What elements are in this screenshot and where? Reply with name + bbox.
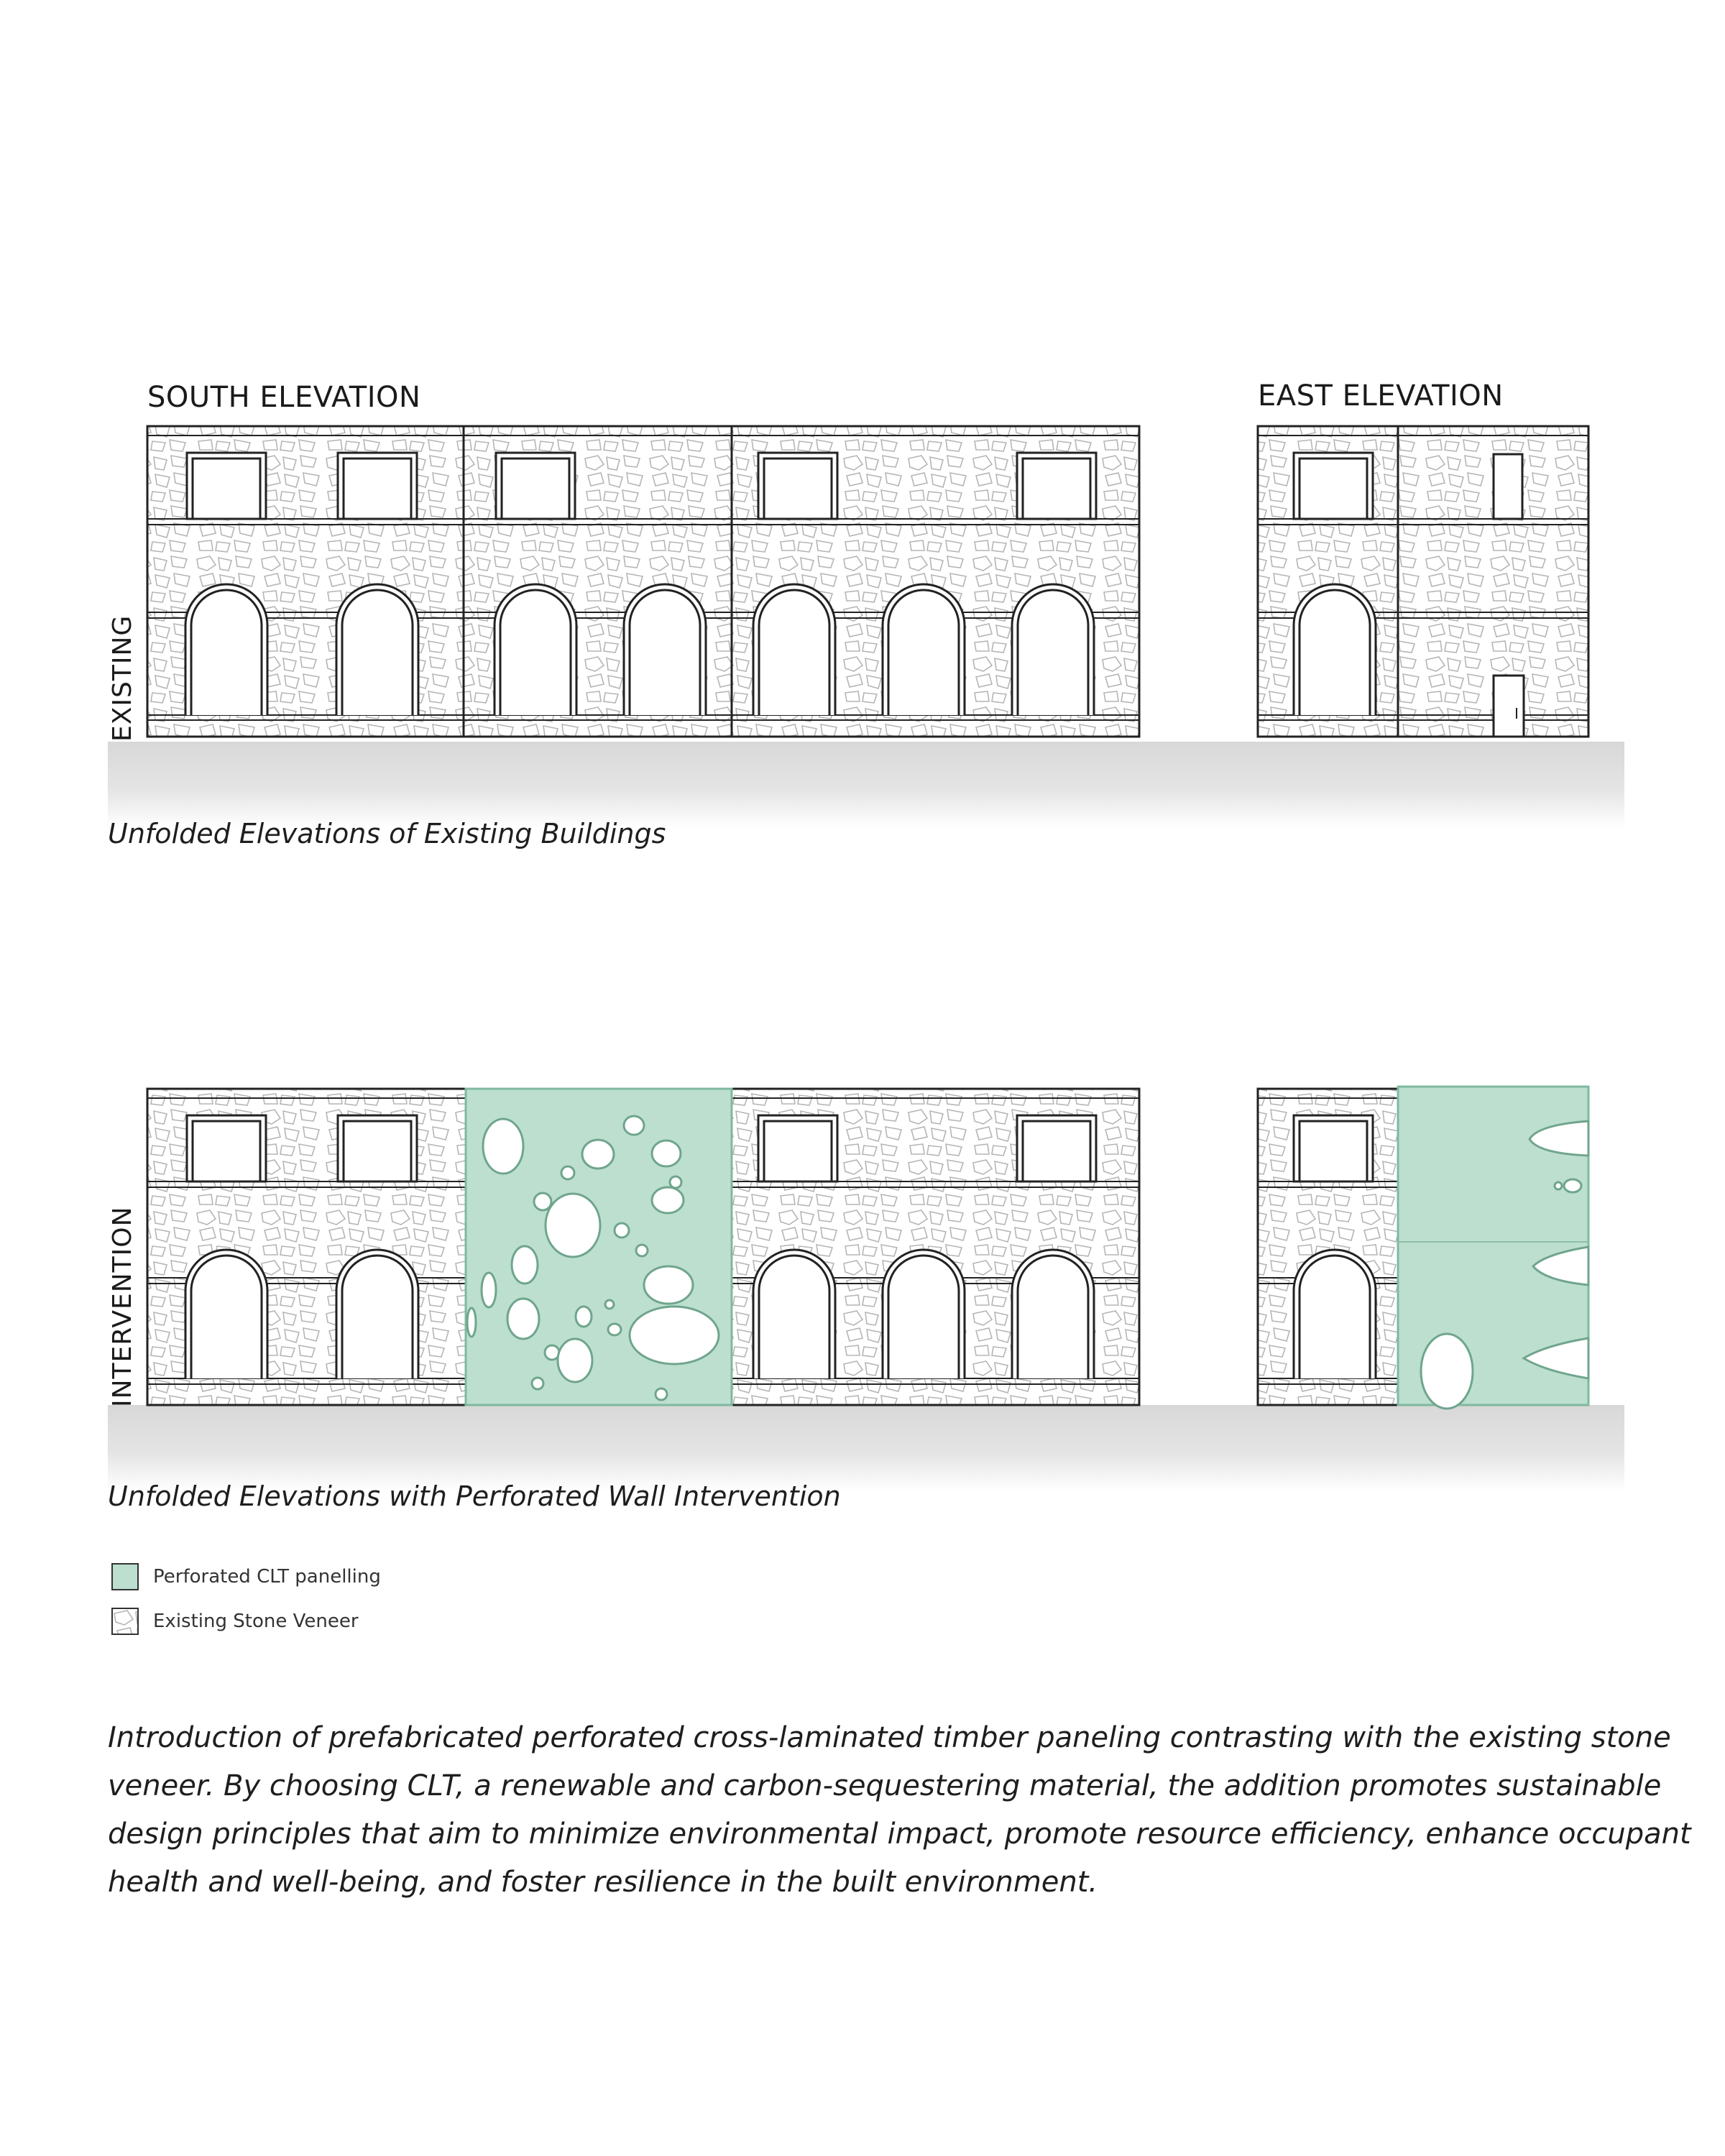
existing-side-label: EXISTING	[108, 614, 137, 742]
intervention-ground	[108, 1405, 1624, 1491]
legend-swatch-clt	[111, 1563, 139, 1590]
perforated-clt-panel-east	[1398, 1087, 1588, 1409]
existing-caption: Unfolded Elevations of Existing Buildings	[108, 818, 666, 849]
legend-item-clt	[111, 1563, 381, 1590]
intervention-east-facade	[1258, 1087, 1588, 1409]
legend-item-stone	[111, 1608, 381, 1635]
legend-label-clt: Perforated CLT panelling	[153, 1566, 381, 1588]
existing-east-facade	[1258, 426, 1588, 737]
perforated-clt-panel-south	[466, 1089, 732, 1405]
intervention-side-label: INTERVENTION	[108, 1206, 137, 1407]
legend	[111, 1563, 381, 1635]
legend-label-stone: Existing Stone Veneer	[153, 1611, 359, 1632]
existing-ground	[108, 742, 1624, 828]
description-paragraph: Introduction of prefabricated perforated cross-laminated timber paneling contrasting with the existing stone veneer. By choosing CLT, a renewable and carbon-sequestering material, the addition promotes sustainable design principles that aim to minimize environmental impact, promote resource efficiency, enhance occupant health and well-being, and foster resilience in the built environment.	[108, 1721, 1691, 1899]
east-elevation-heading: EAST ELEVATION	[1258, 379, 1504, 413]
legend-swatch-stone	[111, 1608, 139, 1635]
south-elevation-heading: SOUTH ELEVATION	[147, 381, 421, 414]
existing-south-facade	[147, 426, 1139, 737]
intervention-caption: Unfolded Elevations with Perforated Wall Intervention	[108, 1480, 841, 1512]
intervention-south-facade	[147, 1089, 1139, 1405]
